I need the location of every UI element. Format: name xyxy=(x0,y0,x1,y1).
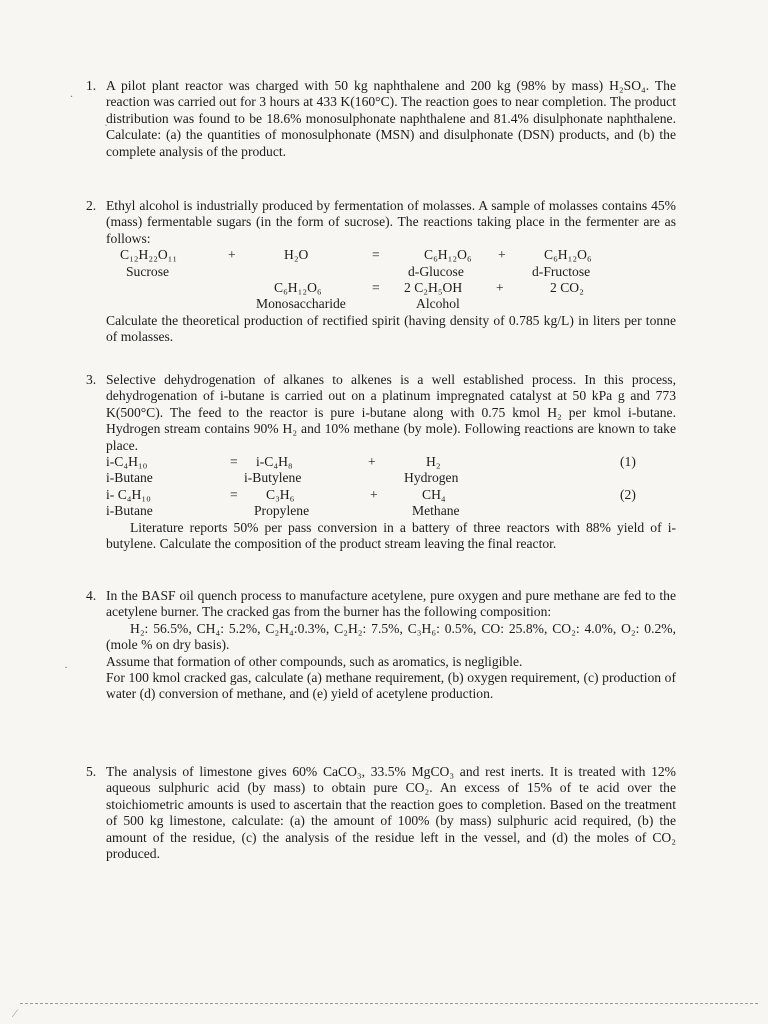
reaction-2-labels xyxy=(106,503,676,519)
question-assumption: Assume that formation of other compounds, such as aromatics, is negligible. xyxy=(106,653,523,669)
product-formula: 2 C₂H₅OH xyxy=(404,280,463,295)
reactant-formula: i-C₄H₁₀ xyxy=(106,454,148,470)
product-formula: C₆H₁₂O₆ xyxy=(424,247,472,263)
question-intro: Ethyl alcohol is industrially produced by fermentation of molasses. A sample of molasses contains 45% (mass) fermentable sugars (in the form of sucrose). The reactions taking place in the fermenter are as follows: xyxy=(106,198,676,246)
plus-sign: + xyxy=(370,486,378,502)
question-3 xyxy=(86,372,676,552)
compound-name: Monosaccharide xyxy=(256,296,346,312)
question-number: 1. xyxy=(86,78,97,93)
product-formula: CH₄ xyxy=(422,486,446,502)
question-number: 5. xyxy=(86,764,97,779)
reaction-number: (1) xyxy=(620,454,636,470)
question-number: 4. xyxy=(86,588,97,603)
product-formula: i-C₄H₈ xyxy=(256,454,293,470)
reactant-formula: C₆H₁₂O₆ xyxy=(274,280,322,295)
question-4 xyxy=(86,588,676,703)
reactant-formula: i- C₄H₁₀ xyxy=(106,486,151,502)
reaction-1 xyxy=(106,454,676,470)
reactant-formula: H₂O xyxy=(284,247,309,263)
reaction-1 xyxy=(106,247,676,263)
product-formula: C₃H₆ xyxy=(266,486,295,502)
equals-sign: = xyxy=(372,247,380,263)
question-outro: Calculate the theoretical production of rectified spirit (having density of 0.785 kg/L) in liters per tonne of molasses. xyxy=(106,312,676,345)
compound-name: d-Fructose xyxy=(532,263,591,279)
question-intro: In the BASF oil quench process to manufacture acetylene, pure oxygen and pure methane are fed to the acetylene burner. The cracked gas from the burner has the following composition: xyxy=(106,588,676,620)
question-task: For 100 kmol cracked gas, calculate (a) methane requirement, (b) oxygen requirement, (c) production of water (d) conversion of methane, and (e) yield of acetylene production. xyxy=(106,670,676,702)
page-bottom-rule xyxy=(20,1003,758,1004)
compound-name: Methane xyxy=(412,503,460,519)
question-outro: Literature reports 50% per pass conversion in a battery of three reactors with 88% yield of i-butylene. Calculate the composition of the product stream leaving the final reactor. xyxy=(106,519,676,551)
question-text: The analysis of limestone gives 60% CaCO₃, 33.5% MgCO₃ and rest inerts. It is treated with 12% aqueous sulphuric acid (by mass) to obtain pure CO₂. An excess of 15% of te acid over the stoichiometric amounts is used to ascertain that the reaction goes to completion. Based on the treatment of 500 kg limestone, calculate: (a) the amount of 100% (by mass) sulphuric acid required, (b) the amount of the residue, (c) the analysis of the residue left in the vessel, and (d) the moles of CO₂ produced. xyxy=(106,764,676,862)
compound-name: Alcohol xyxy=(416,296,460,312)
scan-mark: ⁄ xyxy=(14,1006,17,1020)
compound-name: i-Butane xyxy=(106,470,153,486)
scan-mark: · xyxy=(104,118,108,132)
plus-sign: + xyxy=(498,247,506,263)
reaction-1-labels xyxy=(106,470,676,486)
product-formula: H₂ xyxy=(426,454,441,470)
scan-mark: . xyxy=(70,86,73,100)
question-text: A pilot plant reactor was charged with 50 kg naphthalene and 200 kg (98% by mass) H₂SO₄. The reaction was carried out for 3 hours at 433 K(160°C). The reaction goes to near completion. The product distribution was found to be 18.6% monosulphonate naphthalene and 81.4% disulphonate naphthalene. Calculate: (a) the quantities of monosulphonate (MSN) and disulphonate (DSN) products, and (b) the complete analysis of the product. xyxy=(106,78,676,159)
reactant-formula: C₁₂H₂₂O₁₁ xyxy=(120,247,178,263)
reaction-2 xyxy=(106,487,676,503)
compound-name: Propylene xyxy=(254,503,310,519)
question-number: 3. xyxy=(86,372,97,387)
product-formula: C₆H₁₂O₆ xyxy=(544,247,592,263)
compound-name: Hydrogen xyxy=(404,470,459,486)
question-1 xyxy=(86,78,676,160)
plus-sign: + xyxy=(496,280,504,295)
compound-name: Sucrose xyxy=(126,263,170,279)
reaction-2-labels xyxy=(106,296,676,312)
scan-mark: · xyxy=(64,660,68,674)
question-5 xyxy=(86,764,676,862)
compound-name: d-Glucose xyxy=(408,263,464,279)
compound-name: i-Butylene xyxy=(244,470,302,486)
question-intro: Selective dehydrogenation of alkanes to alkenes is a well established process. In this process, dehydrogenation of i-butane is carried out on a platinum impregnated catalyst at 50 kPa g and 773 K(500°C). The feed to the reactor is pure i-butane along with 0.75 kmol H₂ per kmol i-butane. Hydrogen stream contains 90% H₂ and 10% methane (by mole). Following reactions are known to take place. xyxy=(106,372,676,453)
question-2 xyxy=(86,198,676,346)
reaction-1-labels xyxy=(106,264,676,280)
question-number: 2. xyxy=(86,198,97,213)
reaction-number: (2) xyxy=(620,486,636,502)
equals-sign: = xyxy=(372,280,380,295)
compound-name: i-Butane xyxy=(106,503,153,519)
product-formula: 2 CO₂ xyxy=(550,280,584,295)
plus-sign: + xyxy=(228,247,236,263)
reaction-2 xyxy=(106,280,676,296)
equals-sign: = xyxy=(230,486,238,502)
gas-composition: H₂: 56.5%, CH₄: 5.2%, C₂H₄:0.3%, C₂H₂: 7.5%, C₃H₆: 0.5%, CO: 25.8%, CO₂: 4.0%, O₂: 0.2%, (mole % on dry basis). xyxy=(106,620,676,653)
equals-sign: = xyxy=(230,454,238,470)
plus-sign: + xyxy=(368,454,376,470)
